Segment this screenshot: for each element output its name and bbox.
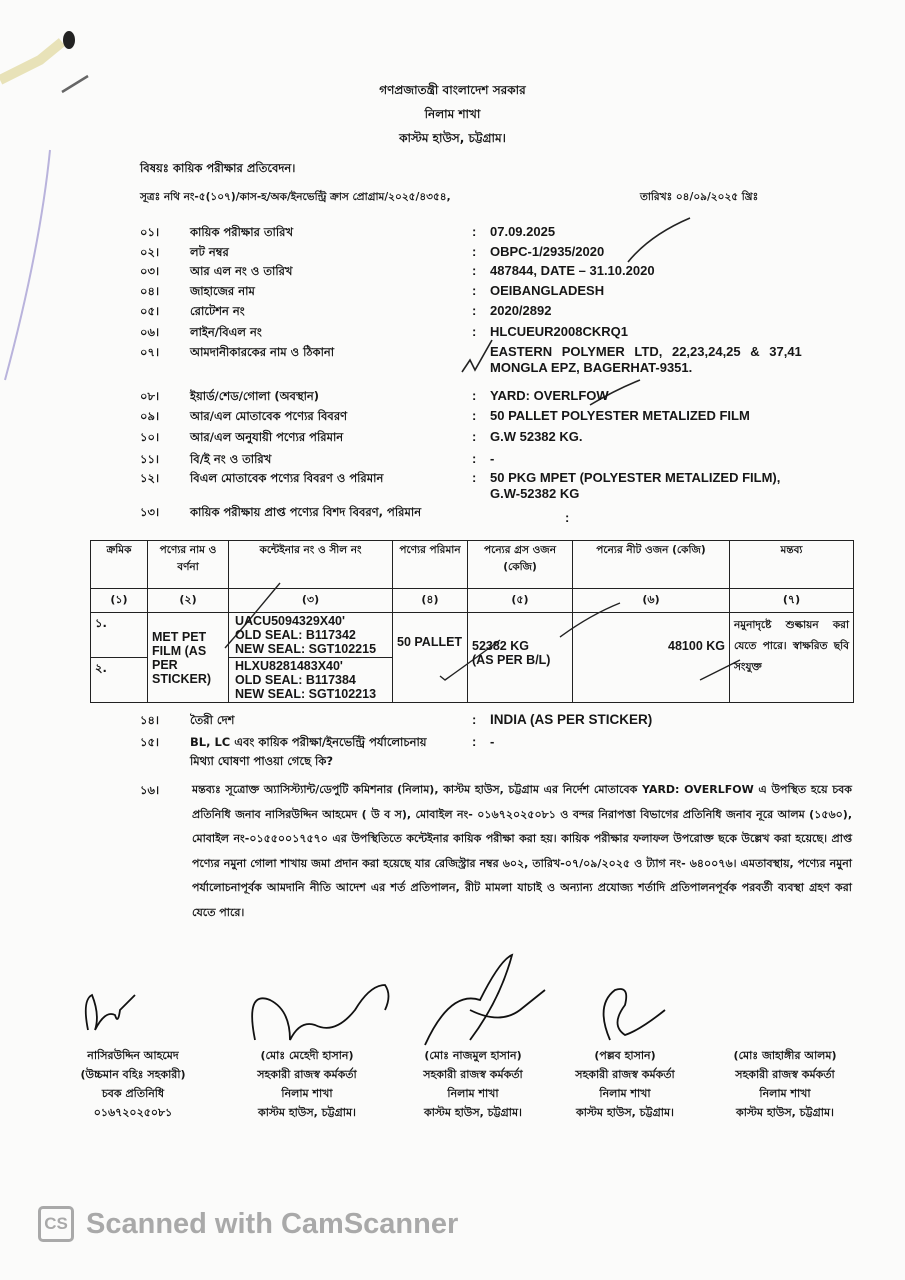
item-colon: : (472, 324, 477, 339)
container-cell (229, 658, 393, 703)
subject-line: বিষয়ঃ কায়িক পরীক্ষার প্রতিবেদন। (140, 161, 296, 175)
item-value: 487844, DATE – 31.10.2020 (490, 263, 655, 278)
item-number: ০৩। (140, 264, 160, 278)
item-label: বি/ই নং ও তারিখ (190, 452, 272, 466)
signatory-office: নিলাম শাখা (447, 1087, 499, 1100)
index-4: (৪) (393, 589, 468, 613)
net-weight-cell: 48100 KG (573, 613, 730, 703)
info-row (140, 324, 860, 342)
item-colon: : (472, 451, 477, 466)
header-container: কন্টেইনার নং ও সীল নং (229, 541, 393, 589)
item-number: ০৮। (140, 389, 160, 403)
item-number: ০২। (140, 245, 160, 259)
info-row (140, 263, 860, 281)
date-line: তারিখঃ ০৪/০৯/২০২৫ খ্রিঃ (640, 191, 759, 203)
row-serial: ১. (91, 613, 148, 658)
signatory-5 (700, 1046, 870, 1122)
signature-2 (252, 985, 388, 1040)
header-serial: ক্রমিক (91, 541, 148, 589)
item-label: ইয়ার্ড/শেড/গোলা (অবস্থান) (190, 389, 320, 403)
signature-1 (86, 995, 135, 1030)
container-cell (229, 613, 393, 658)
item-value: YARD: OVERLFOW (490, 388, 609, 403)
info-row (140, 504, 860, 525)
item-label-continued: মিথ্যা ঘোষণা পাওয়া গেছে কি? (190, 754, 334, 768)
signatory-office: চবক প্রতিনিধি (101, 1087, 165, 1100)
signatory-name: (পল্লব হাসান) (594, 1049, 656, 1062)
signatory-name: (মোঃ জাহাঙ্গীর আলম) (733, 1049, 837, 1062)
item-value: EASTERN POLYMER LTD, 22,23,24,25 & 37,41 (490, 344, 802, 359)
new-seal: NEW SEAL: SGT102213 (235, 687, 377, 701)
info-row (140, 224, 860, 242)
gross-weight: 52382 KG (472, 639, 529, 653)
item-label: BL, LC এবং কায়িক পরীক্ষা/ইনভেন্ট্রি পর্যালোচনায় (190, 735, 427, 749)
item-colon: : (472, 224, 477, 239)
signatory-office: নিলাম শাখা (599, 1087, 651, 1100)
remarks-cell: নমুনাদৃষ্টে শুল্কায়ন করা যেতে পারে। স্বাক্ষরিত ছবি সংযুক্ত (730, 613, 854, 703)
gross-weight-cell (468, 613, 573, 703)
branch-header: নিলাম শাখা (424, 107, 481, 121)
signatory-location: কাস্টম হাউস, চট্টগ্রাম। (424, 1106, 522, 1119)
camscanner-logo-icon: CS (38, 1206, 74, 1242)
item-value: OEIBANGLADESH (490, 283, 605, 298)
signatory-3 (388, 1046, 558, 1122)
info-row (140, 429, 860, 447)
index-6: (৬) (573, 589, 730, 613)
signatory-office: নিলাম শাখা (281, 1087, 333, 1100)
item-label: আর/এল অনুযায়ী পণ্যের পরিমান (190, 430, 344, 444)
info-row (140, 470, 860, 501)
item-colon: : (472, 712, 477, 727)
old-seal: OLD SEAL: B117384 (235, 673, 356, 687)
item-label: তৈরী দেশ (190, 713, 235, 727)
item-colon: : (472, 470, 477, 485)
index-3: (৩) (229, 589, 393, 613)
container-number: HLXU8281483X40' (235, 659, 343, 673)
signatory-location: কাস্টম হাউস, চট্টগ্রাম। (576, 1106, 674, 1119)
remark-number: ১৬। (140, 783, 160, 797)
item-label: রোটেশন নং (190, 304, 245, 318)
signatory-designation: সহকারী রাজস্ব কর্মকর্তা (735, 1068, 835, 1081)
signatory-name: (মোঃ মেহেদী হাসান) (260, 1049, 354, 1062)
info-row (140, 283, 860, 301)
item-value: HLCUEUR2008CKRQ1 (490, 324, 628, 339)
row-serial: ২. (91, 658, 148, 703)
remark-paragraph: মন্তব্যঃ সূত্রোক্ত অ্যাসিস্ট্যান্ট/ডেপুটি কমিশনার (নিলাম), কাস্টম হাউস, চট্টগ্রাম এর নির্দেশ মোতাবেক YARD: OVERLFOW এ উপস্থিত হয়ে চবক প্রতিনিধি জনাব নাসিরউদ্দিন আহমেদ ( উ ব স), মোবাইল নং- ০১৬৭২০২৫০৮১ ও বন্দর নিরাপত্তা বিভাগের প্রতিনিধি জনাব নূরে আলম (১৫৬০), মোবাইল নং-০১৫৫০০১৭৫৭০ এর উপস্থিতিতে কন্টেইনার কায়িক পরীক্ষা করা হয়। কায়িক পরীক্ষার ফলাফল উপরোক্ত ছকে উল্লেখ করা হয়েছে। প্রাপ্ত পণ্যের নমুনা গোলা শাখায় জমা প্রদান করা হয়েছে যার রেজিস্ট্রার নম্বর ৬০২, তারিখ-০৭/০৯/২০২৫ ও ট্যাগ নং- ৬৪০০৭৬। এমতাবস্থায়, পণ্যের নমুনা পর্যালোচনাপূর্বক আমদানি নীতি আদেশ এর শর্ত প্রতিপালন, রীট মামলা যাচাই ও অন্যান্য প্রযোজ্য শর্তাদি প্রতিপালনপূর্বক পরবর্তী ব্যবস্থা গ্রহণ করা যেতে পারে। (192, 783, 852, 919)
government-header: গণপ্রজাতন্ত্রী বাংলাদেশ সরকার (379, 83, 526, 97)
item-value: OBPC-1/2935/2020 (490, 244, 605, 259)
item-label: কায়িক পরীক্ষার তারিখ (190, 225, 294, 239)
item-number: ১২। (140, 471, 160, 485)
signatory-location: কাস্টম হাউস, চট্টগ্রাম। (736, 1106, 834, 1119)
inspection-table (90, 540, 854, 703)
signatory-2 (222, 1046, 392, 1122)
container-number: UACU5094329X40' (235, 614, 345, 628)
signatory-contact: ০১৬৭২০২৫০৮১ (93, 1106, 173, 1119)
signatory-designation: (উচ্চমান বহিঃ সহকারী) (80, 1068, 186, 1081)
item-number: ০৭। (140, 345, 160, 359)
item-colon: : (472, 244, 477, 259)
header-quantity: পণ্যের পরিমান (393, 541, 468, 589)
item-value: - (490, 451, 495, 466)
item-number: ০১। (140, 225, 160, 239)
item-colon: : (472, 429, 477, 444)
item-number: ০৬। (140, 325, 160, 339)
item-label: জাহাজের নাম (190, 284, 255, 298)
index-1: (১) (91, 589, 148, 613)
header-net-weight: পন্যের নীট ওজন (কেজি) (573, 541, 730, 589)
item-label: লাইন/বিএল নং (190, 325, 262, 339)
item-colon: : (565, 510, 570, 525)
reference-line: সূত্রঃ নথি নং-৫(১০৭)/কাস-হ/অক/ইনভেন্ট্রি ক্রাস প্রোগ্রাম/২০২৫/৪৩৫৪, (140, 191, 451, 203)
signature-4 (604, 989, 665, 1040)
signatory-name: (মোঃ নাজমুল হাসান) (424, 1049, 522, 1062)
item-value: 2020/2892 (490, 303, 552, 318)
product-name: MET PET FILM (AS PER STICKER) (148, 613, 229, 703)
item-label: কায়িক পরীক্ষায় প্রাপ্ত পণ্যের বিশদ বিবরণ, পরিমান (190, 505, 422, 519)
camscanner-watermark (38, 1206, 458, 1242)
item-value: 50 PALLET POLYESTER METALIZED FILM (490, 408, 750, 423)
info-row (140, 451, 860, 469)
signatory-designation: সহকারী রাজস্ব কর্মকর্তা (257, 1068, 357, 1081)
info-row (140, 408, 860, 426)
item-number: ১১। (140, 452, 160, 466)
quantity-cell: 50 PALLET (393, 613, 468, 703)
info-row (140, 734, 860, 752)
item-colon: : (472, 303, 477, 318)
index-2: (২) (148, 589, 229, 613)
header-gross-weight: পন্যের গ্রস ওজন (কেজি) (468, 541, 573, 589)
index-5: (৫) (468, 589, 573, 613)
item-number: ১৫। (140, 735, 160, 749)
header-remarks: মন্তব্য (730, 541, 854, 589)
item-number: ০৫। (140, 304, 160, 318)
item-value: - (490, 734, 495, 749)
item-number: ১৩। (140, 505, 160, 519)
item-colon: : (472, 283, 477, 298)
item-value-line2: MONGLA EPZ, BAGERHAT-9351. (490, 360, 693, 375)
pin-head-artifact (63, 31, 75, 49)
info-row (140, 344, 860, 375)
item-label: আর/এল মোতাবেক পণ্যের বিবরণ (190, 409, 348, 423)
info-row (140, 712, 860, 730)
header-product: পণ্যের নাম ও বর্ণনা (148, 541, 229, 589)
old-seal: OLD SEAL: B117342 (235, 628, 356, 642)
info-row (140, 303, 860, 321)
signatory-name: নাসিরউদ্দিন আহমেদ (87, 1049, 179, 1062)
item-colon: : (472, 263, 477, 278)
item-value: 50 PKG MPET (POLYESTER METALIZED FILM), (490, 470, 781, 485)
paper-edge-artifact (0, 42, 62, 80)
item-value: 07.09.2025 (490, 224, 556, 239)
signatory-location: কাস্টম হাউস, চট্টগ্রাম। (258, 1106, 356, 1119)
table-index-row (91, 589, 854, 613)
item-value: INDIA (AS PER STICKER) (490, 712, 653, 727)
item-colon: : (472, 408, 477, 423)
index-7: (৭) (730, 589, 854, 613)
office-header: কাস্টম হাউস, চট্টগ্রাম। (399, 131, 506, 145)
item-colon: : (472, 734, 477, 749)
item-label: আমদানীকারকের নাম ও ঠিকানা (190, 345, 335, 359)
item-number: ০৯। (140, 409, 160, 423)
item-number: ০৪। (140, 284, 160, 298)
signatory-designation: সহকারী রাজস্ব কর্মকর্তা (423, 1068, 523, 1081)
new-seal: NEW SEAL: SGT102215 (235, 642, 377, 656)
item-colon: : (472, 388, 477, 403)
item-value-line2: G.W-52382 KG (490, 486, 580, 501)
info-row (140, 388, 860, 406)
signatory-designation: সহকারী রাজস্ব কর্মকর্তা (575, 1068, 675, 1081)
signatory-office: নিলাম শাখা (759, 1087, 811, 1100)
gross-weight-note: (AS PER B/L) (472, 653, 551, 667)
signature-3 (425, 955, 545, 1045)
signatory-4 (540, 1046, 710, 1122)
item-number: ১০। (140, 430, 160, 444)
item-label: বিএল মোতাবেক পণ্যের বিবরণ ও পরিমান (190, 471, 384, 485)
table-header-row (91, 541, 854, 589)
table-row (91, 613, 854, 658)
info-row (140, 244, 860, 262)
signatory-1 (48, 1046, 218, 1122)
scan-shadow-artifact (5, 150, 50, 380)
item-label: লট নম্বর (190, 245, 229, 259)
watermark-text: Scanned with CamScanner (86, 1207, 459, 1240)
item-value: G.W 52382 KG. (490, 429, 583, 444)
item-label: আর এল নং ও তারিখ (190, 264, 293, 278)
item-number: ১৪। (140, 713, 160, 727)
